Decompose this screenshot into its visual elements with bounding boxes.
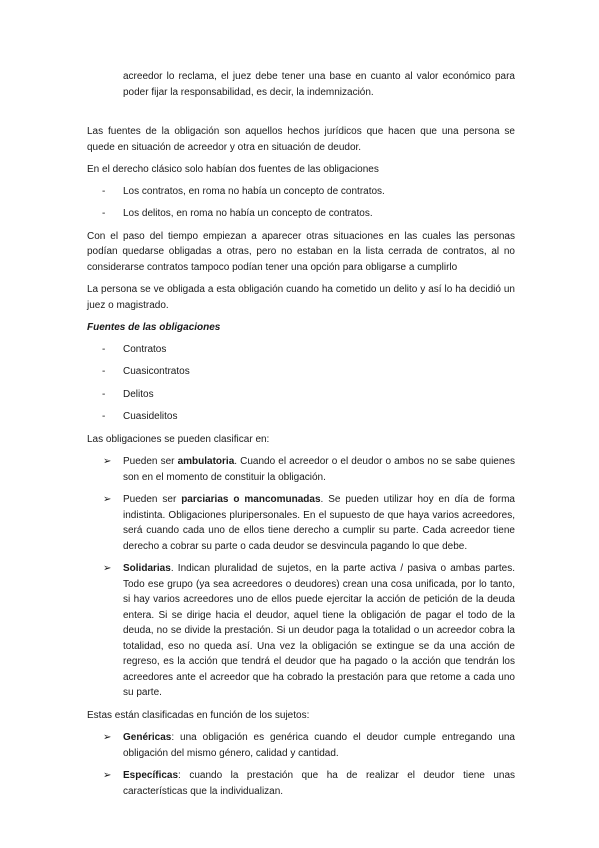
arrow-list-item [87, 768, 515, 799]
paragraph-clasificar: Las obligaciones se pueden clasificar en: [87, 433, 270, 445]
arrow-list-item [87, 730, 515, 761]
item-description: . Indican pluralidad de sujetos, en la parte activa / pasiva o ambas partes. Todo ese grupo (ya sea acreedores o deudores) crean una cosa unificada, por lo tanto, si hay varios acreedores uno de ellos puede ejercitar la acción de petición de la deuda entera. Si se dirige hacia el deudor, aquel tiene la obligación de pagar el todo de la deuda, no se divide la prestación. Si un deudor paga la totalidad o un acreedor cobra la totalidad, eso no queda así. Una vez la obligación se extingue se da una acción de regreso, es la acción que tendrá el deudor que ha pagado o la acción que tendrán los acreedores ante el acreedor que ha cobrado la prestación para que retome a cada uno su parte. [123, 563, 515, 698]
dash-bullet: - [102, 208, 106, 219]
item-description: : cuando la prestación que ha de realizar el deudor tiene unas características que la individualizan. [123, 770, 515, 797]
arrow-bullet-icon: ➢ [103, 456, 112, 467]
item-description: . Cuando el acreedor o el deudor o ambos no se sabe quienes son en el momento de constituir la obligación. [123, 456, 515, 483]
paragraph-paso-tiempo: Con el paso del tiempo empiezan a aparecer otras situaciones en las cuales las personas podían quedarse obligadas a otras, pero no estaban en la lista cerrada de contratos, al no considerarse contratos tampoco podían tener una opción para obligarse a cumplirlo [87, 230, 515, 273]
list-item-text: Cuasidelitos [123, 411, 178, 422]
list-item-text [123, 492, 515, 554]
list-item-text: Contratos [123, 343, 167, 355]
arrow-list-item [87, 492, 515, 554]
continuation-paragraph: acreedor lo reclama, el juez debe tener una base en cuanto al valor económico para poder fijar la responsabilidad, es decir, la indemnización. [123, 71, 515, 98]
paragraph-persona-obligada: La persona se ve obligada a esta obligación cuando ha cometido un delito y así lo ha decidió un juez o magistrado. [87, 284, 515, 311]
item-description: . Se pueden utilizar hoy en día de forma indistinta. Obligaciones pluripersonales. En el supuesto de que haya varios acreedores, será cuando cada uno de ellos tiene derecho a cumplir su parte. Cada acreedor tiene derecho a cobrar su parte o cada deudor se desvincula pagando lo que debe. [123, 494, 515, 552]
list-item [87, 206, 515, 222]
paragraph-derecho-clasico: En el derecho clásico solo habían dos fuentes de las obligaciones [87, 164, 379, 175]
item-term: parciarias o mancomunadas [181, 494, 321, 505]
list-item-text: Cuasicontratos [123, 366, 190, 377]
section-heading: Fuentes de las obligaciones [87, 322, 221, 333]
list-item [87, 364, 515, 380]
item-prefix: Pueden ser [123, 456, 178, 467]
list-item-text: Los delitos, en roma no había un concepto de contratos. [123, 208, 373, 219]
dash-bullet: - [102, 343, 106, 355]
list-item [87, 409, 515, 425]
item-term: Solidarias [123, 563, 171, 574]
dash-bullet: - [102, 185, 106, 197]
list-item-text: Los contratos, en roma no había un concepto de contratos. [123, 185, 385, 197]
list-item [87, 342, 515, 358]
item-term: ambulatoria [177, 456, 235, 467]
item-description: : una obligación es genérica cuando el deudor cumple entregando una obligación del mismo género, calidad y cantidad. [123, 732, 515, 759]
arrow-bullet-icon: ➢ [103, 494, 112, 505]
paragraph-fuentes: Las fuentes de la obligación son aquellos hechos jurídicos que hacen que una persona se quede en situación de acreedor y otra en situación de deudor. [87, 126, 515, 153]
list-item-text [123, 454, 515, 485]
list-item-text [123, 768, 515, 799]
dash-bullet: - [102, 388, 106, 400]
arrow-bullet-icon: ➢ [103, 770, 112, 781]
dash-bullet: - [102, 366, 106, 377]
list-item-text: Delitos [123, 388, 154, 400]
arrow-bullet-icon: ➢ [103, 563, 112, 574]
list-item-text [123, 730, 515, 761]
arrow-list-item [87, 561, 515, 701]
item-term: Específicas [123, 770, 179, 781]
item-prefix: Pueden ser [123, 494, 182, 505]
list-item [87, 387, 515, 403]
paragraph-sujetos: Estas están clasificadas en función de los sujetos: [87, 709, 310, 721]
page-content [87, 69, 515, 799]
list-item-text [123, 561, 515, 701]
item-term: Genéricas [123, 732, 172, 743]
list-item [87, 184, 515, 200]
dash-bullet: - [102, 411, 106, 422]
arrow-bullet-icon: ➢ [103, 732, 112, 743]
arrow-list-item [87, 454, 515, 485]
